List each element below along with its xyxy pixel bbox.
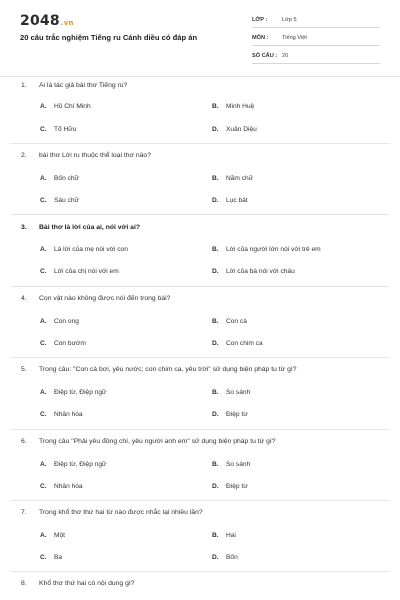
option-text: Điệp từ, Điệp ngữ [54, 389, 107, 396]
option-text: Bốn [226, 554, 238, 561]
option-letter: B. [212, 318, 219, 325]
option-letter: C. [40, 340, 47, 347]
option-text: Con bướm [54, 340, 86, 347]
option-text: Điệp từ [226, 411, 248, 418]
option-c[interactable] [40, 126, 76, 133]
question-stem: Trong câu: "Con cá bơi, yêu nước; con chim ca, yêu trời" sử dụng biện pháp tu từ gì? [39, 366, 297, 373]
question-divider [10, 214, 390, 215]
option-letter: C. [40, 554, 47, 561]
option-a[interactable] [40, 175, 79, 182]
option-text: Nhân hóa [54, 483, 83, 490]
option-d[interactable] [212, 197, 248, 204]
option-c[interactable] [40, 411, 83, 418]
option-text: Điệp từ [226, 483, 248, 490]
option-letter: C. [40, 126, 47, 133]
option-text: Lời của người lớn nói với trẻ em [226, 246, 321, 253]
option-letter: B. [212, 389, 219, 396]
option-a[interactable] [40, 318, 79, 325]
question-text [21, 366, 297, 373]
option-text: Sáu chữ [54, 197, 79, 204]
option-text: Con ong [54, 318, 79, 325]
option-text: Hồ Chí Minh [54, 103, 91, 110]
option-text: Xuân Diệu [226, 126, 257, 133]
option-c[interactable] [40, 197, 79, 204]
option-letter: B. [212, 532, 219, 539]
meta-row-count [252, 48, 380, 64]
option-b[interactable] [212, 103, 254, 110]
option-b[interactable] [212, 246, 321, 253]
question-number: 6. [21, 438, 27, 445]
option-text: Con chim ca [226, 340, 263, 347]
option-letter: B. [212, 246, 219, 253]
question-divider [10, 286, 390, 287]
question-number: 2. [21, 152, 27, 159]
option-c[interactable] [40, 483, 83, 490]
option-letter: D. [212, 483, 219, 490]
logo-tld: .vn [60, 19, 74, 27]
meta-label: SỐ CÂU : [252, 52, 278, 59]
option-text: Hai [226, 532, 236, 539]
option-b[interactable] [212, 389, 250, 396]
question-stem: Khổ thơ thứ hai có nội dung gì? [39, 580, 135, 587]
option-letter: A. [40, 175, 47, 182]
question-divider [10, 429, 390, 430]
question-text [21, 224, 140, 231]
option-text: So sánh [226, 461, 251, 468]
question-divider [10, 571, 390, 572]
option-letter: A. [40, 389, 47, 396]
logo-text: 2048 [20, 13, 60, 29]
option-text: Lời của chị nói với em [54, 268, 119, 275]
option-text: Tố Hữu [54, 126, 77, 133]
option-a[interactable] [40, 532, 65, 539]
option-letter: C. [40, 411, 47, 418]
question-number: 5. [21, 366, 27, 373]
option-b[interactable] [212, 318, 247, 325]
option-letter: B. [212, 461, 219, 468]
option-c[interactable] [40, 554, 62, 561]
option-letter: A. [40, 461, 47, 468]
question-text [21, 580, 135, 587]
meta-value: Lớp 5 [282, 16, 297, 23]
option-d[interactable] [212, 126, 257, 133]
option-b[interactable] [212, 461, 250, 468]
question-text [21, 152, 151, 159]
option-letter: D. [212, 126, 219, 133]
option-text: Năm chữ [226, 175, 254, 182]
option-letter: A. [40, 318, 47, 325]
question-number: 7. [21, 509, 27, 516]
option-b[interactable] [212, 175, 253, 182]
option-letter: D. [212, 411, 219, 418]
option-text: Con cá [226, 318, 247, 325]
option-letter: D. [212, 268, 219, 275]
option-d[interactable] [212, 340, 263, 347]
meta-row-subject [252, 30, 380, 46]
site-logo[interactable] [20, 13, 74, 29]
meta-label: LỚP : [252, 16, 268, 23]
option-b[interactable] [212, 532, 236, 539]
option-text: Một [54, 532, 65, 539]
question-text [21, 82, 127, 89]
document-title: 20 câu trắc nghiệm Tiếng ru Cánh diều có đáp án [20, 33, 198, 42]
option-c[interactable] [40, 268, 119, 275]
question-number: 3. [21, 224, 27, 231]
question-divider [10, 357, 390, 358]
option-letter: B. [212, 175, 219, 182]
option-letter: C. [40, 483, 47, 490]
page-header [0, 0, 400, 77]
document-meta [252, 12, 380, 66]
option-text: Nhân hóa [54, 411, 83, 418]
option-a[interactable] [40, 246, 128, 253]
option-text: Ba [54, 554, 63, 561]
question-divider [10, 143, 390, 144]
question-stem: Ai là tác giả bài thơ Tiếng ru? [39, 82, 128, 89]
option-text: Bốn chữ [54, 175, 79, 182]
option-text: Điệp từ, Điệp ngữ [54, 461, 107, 468]
meta-row-class [252, 12, 380, 28]
option-letter: C. [40, 268, 47, 275]
option-a[interactable] [40, 103, 91, 110]
question-text [21, 438, 276, 445]
question-stem: Con vật nào không được nói đến trong bài? [39, 295, 171, 302]
option-text: So sánh [226, 389, 251, 396]
meta-value: Tiếng Việt [282, 34, 307, 41]
option-letter: A. [40, 103, 47, 110]
option-c[interactable] [40, 340, 86, 347]
question-divider [10, 500, 390, 501]
option-a[interactable] [40, 389, 106, 396]
option-letter: D. [212, 340, 219, 347]
option-d[interactable] [212, 411, 248, 418]
question-stem: Trong câu "Phải yêu đồng chí, yêu người anh em" sử dụng biện pháp tu từ gì? [39, 438, 276, 445]
question-number: 4. [21, 295, 27, 302]
option-d[interactable] [212, 554, 238, 561]
question-stem: bài thơ Lời ru thuộc thể loại thơ nào? [39, 152, 151, 159]
option-letter: C. [40, 197, 47, 204]
option-text: Lục bát [226, 197, 248, 204]
option-a[interactable] [40, 461, 106, 468]
option-d[interactable] [212, 483, 248, 490]
question-text [21, 295, 170, 302]
question-number: 1. [21, 82, 27, 89]
question-number: 8. [21, 580, 27, 587]
option-text: Minh Huệ [226, 103, 255, 110]
option-letter: B. [212, 103, 219, 110]
meta-value: 20 [282, 52, 289, 59]
question-text [21, 509, 203, 516]
option-letter: A. [40, 532, 47, 539]
option-text: Là lời của mẹ nói với con [54, 246, 128, 253]
question-stem: Trong khổ thơ thứ hai từ nào được nhắc lại nhiều lần? [39, 509, 203, 516]
meta-label: MÔN : [252, 34, 269, 41]
option-letter: D. [212, 197, 219, 204]
option-letter: A. [40, 246, 47, 253]
question-stem: Bài thơ là lời của ai, nói với ai? [39, 224, 140, 231]
option-d[interactable] [212, 268, 295, 275]
option-text: Lời của bà nói với cháu [226, 268, 295, 275]
option-letter: D. [212, 554, 219, 561]
